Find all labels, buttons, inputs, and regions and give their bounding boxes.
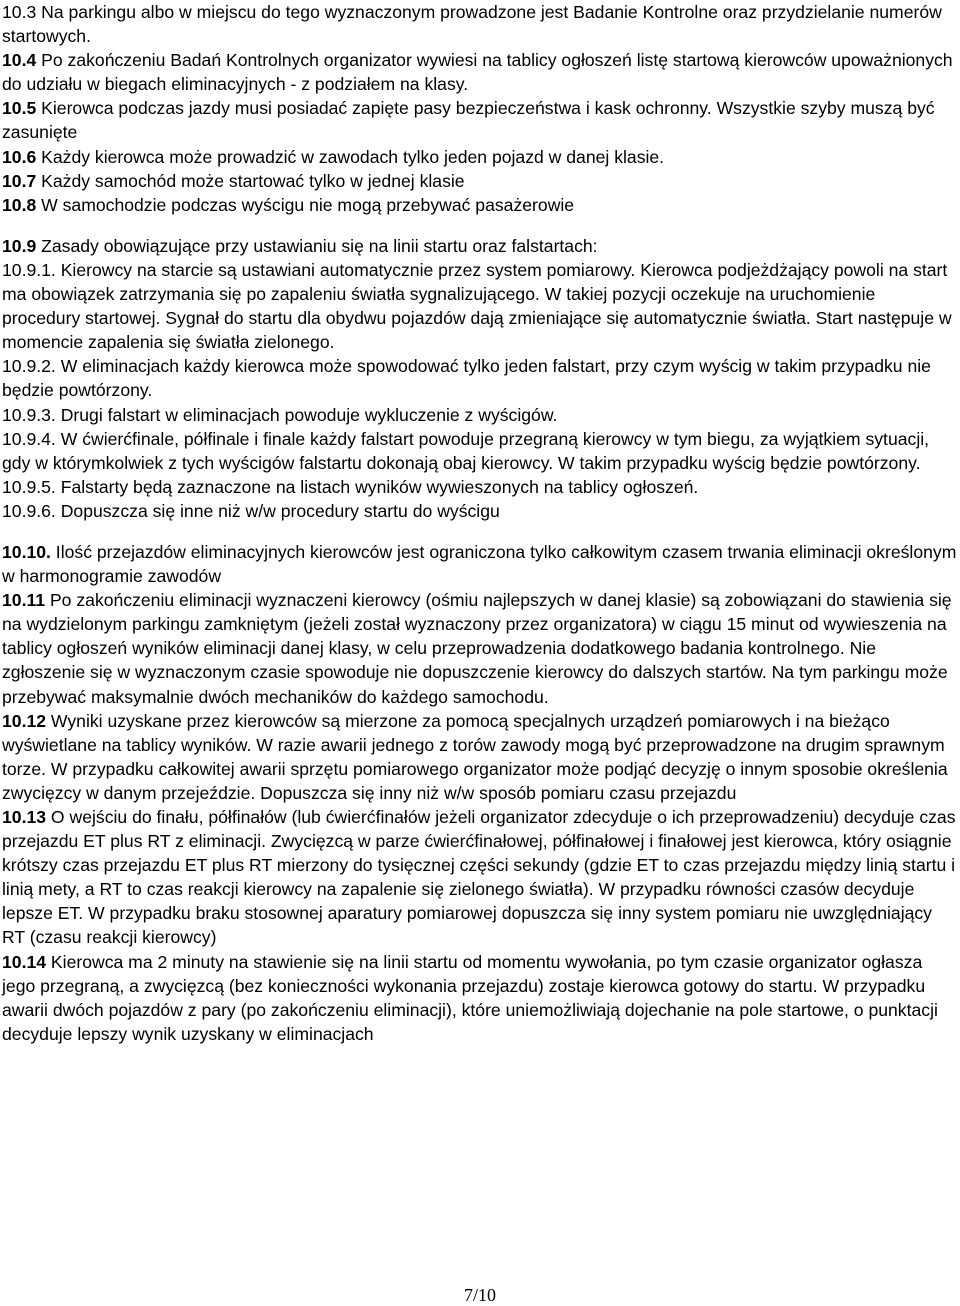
paragraph-number: 10.7 bbox=[2, 170, 37, 191]
paragraph-number: 10.9 bbox=[2, 235, 37, 256]
paragraph-text: Zasady obowiązujące przy ustawianiu się na linii startu oraz falstartach: bbox=[36, 235, 598, 256]
paragraph-number: 10.9.6. bbox=[2, 500, 56, 521]
paragraph-text: Drugi falstart w eliminacjach powoduje wykluczenie z wyścigów. bbox=[55, 404, 558, 425]
paragraph-number: 10.9.4. bbox=[2, 428, 56, 449]
page-number: 7/10 bbox=[463, 1285, 496, 1305]
paragraph-10-7 bbox=[2, 169, 958, 193]
paragraph-number: 10.12 bbox=[2, 710, 47, 731]
paragraph-10-9-5 bbox=[2, 475, 958, 499]
paragraph-text: W samochodzie podczas wyścigu nie mogą przebywać pasażerowie bbox=[36, 194, 575, 215]
paragraph-text: O wejściu do finału, półfinałów (lub ćwierćfinałów jeżeli organizator zdecyduje o ich przeprowadzeniu) decyduje czas przejazdu ET plus RT z eliminacji. Zwycięzcą w parze ćwierćfinałowej, półfinałowej i finałowej jest kierowca, który osiągnie krótszy czas przejazdu ET plus RT mierzony do tysięcznej części sekundy (gdzie ET to czas przejazdu między linią startu i linią mety, a RT to czas reakcji kierowcy na zapalenie się zielonego światła). W przypadku równości czasów decyduje lepsze ET. W przypadku braku stosownej aparatury pomiarowej dopuszcza się inny system pomiaru nie uwzględniający RT (czasu reakcji kierowcy) bbox=[2, 807, 956, 948]
paragraph-10-13 bbox=[2, 805, 958, 950]
paragraph-number: 10.4 bbox=[2, 50, 37, 71]
paragraph-number: 10.13 bbox=[2, 807, 47, 827]
paragraph-text: Kierowcy na starcie są ustawiani automatycznie przez system pomiarowy. Kierowca podjeżdżający powoli na start ma obowiązek zatrzymania się po zapaleniu światła sygnalizującego. W takiej pozycji oczekuje na uruchomienie procedury startowej. Sygnał do startu dla obydwu pojazdów dają zmieniające się automatycznie światła. Start następuje w momencie zapalenia się światła zielonego. bbox=[2, 259, 952, 353]
document-body bbox=[2, 0, 958, 1046]
paragraph-10-3 bbox=[2, 0, 958, 48]
paragraph-text: W eliminacjach każdy kierowca może spowodować tylko jeden falstart, przy czym wyścig w takim przypadku nie będzie powtórzony. bbox=[2, 356, 931, 401]
paragraph-text: Po zakończeniu Badań Kontrolnych organizator wywiesi na tablicy ogłoszeń listę startową kierowców upoważnionych do udziału w biegach eliminacyjnych - z podziałem na klasy. bbox=[2, 50, 953, 95]
paragraph-number: 10.3 bbox=[2, 2, 37, 22]
paragraph-10-9-1 bbox=[2, 258, 958, 354]
paragraph-10-14 bbox=[2, 950, 958, 1046]
paragraph-10-9-6 bbox=[2, 499, 958, 523]
paragraph-10-9 bbox=[2, 234, 958, 258]
paragraph-10-9-4 bbox=[2, 427, 958, 475]
paragraph-number: 10.8 bbox=[2, 194, 37, 215]
paragraph-10-9-2 bbox=[2, 354, 958, 402]
paragraph-number: 10.9.3. bbox=[2, 404, 56, 425]
paragraph-number: 10.9.5. bbox=[2, 476, 56, 497]
paragraph-10-12 bbox=[2, 709, 958, 805]
paragraph-text: Falstarty będą zaznaczone na listach wyników wywieszonych na tablicy ogłoszeń. bbox=[55, 476, 699, 497]
paragraph-text: W ćwierćfinale, półfinale i finale każdy falstart powoduje przegraną kierowcy w tym biegu, za wyjątkiem sytuacji, gdy w którymkolwiek z tych wyścigów falstartu dokonają obaj kierowcy. W takim przypadku wyścig będzie powtórzony. bbox=[2, 428, 930, 473]
paragraph-number: 10.11 bbox=[2, 590, 46, 611]
paragraph-text: Po zakończeniu eliminacji wyznaczeni kierowcy (ośmiu najlepszych w danej klasie) są zobowiązani do stawienia się na wydzielonym parkingu zamkniętym (jeżeli został wyznaczony przez organizatora) w ciągu 15 minut od wywieszenia na tablicy ogłoszeń wyników eliminacji danej klasy, w celu przeprowadzenia dodatkowego badania kontrolnego. Nie zgłoszenie się w wyznaczonym czasie spowoduje nie dopuszczenie kierowcy do dalszych startów. Na tym parkingu może przebywać maksymalnie dwóch mechaników do każdego samochodu. bbox=[2, 590, 952, 707]
paragraph-10-11 bbox=[2, 588, 958, 708]
paragraph-10-9-3 bbox=[2, 403, 958, 427]
paragraph-number: 10.5 bbox=[2, 98, 37, 119]
paragraph-text: Wyniki uzyskane przez kierowców są mierzone za pomocą specjalnych urządzeń pomiarowych i na bieżąco wyświetlane na tablicy wyników. W razie awarii jednego z torów zawody mogą być przeprowadzone na drugim sprawnym torze. W przypadku całkowitej awarii sprzętu pomiarowego organizator może podjąć decyzję o innym sposobie określenia zwycięzcy w danym przejeździe. Dopuszcza się inny niż w/w sposób pomiaru czasu przejazdu bbox=[2, 710, 948, 803]
paragraph-number: 10.9.1. bbox=[2, 259, 56, 280]
paragraph-text: Kierowca podczas jazdy musi posiadać zapięte pasy bezpieczeństwa i kask ochronny. Wszystkie szyby muszą być zasunięte bbox=[2, 98, 935, 143]
paragraph-number: 10.9.2. bbox=[2, 356, 56, 377]
paragraph-text: Dopuszcza się inne niż w/w procedury startu do wyścigu bbox=[55, 500, 500, 521]
paragraph-10-10 bbox=[2, 540, 958, 588]
paragraph-number: 10.6 bbox=[2, 146, 37, 167]
paragraph-text: Każdy samochód może startować tylko w jednej klasie bbox=[36, 170, 465, 191]
paragraph-10-5 bbox=[2, 96, 958, 144]
paragraph-number: 10.14 bbox=[2, 951, 47, 972]
paragraph-text: Ilość przejazdów eliminacyjnych kierowców jest ograniczona tylko całkowitym czasem trwania eliminacji określonym w harmonogramie zawodów bbox=[2, 541, 957, 587]
paragraph-text: Na parkingu albo w miejscu do tego wyznaczonym prowadzone jest Badanie Kontrolne oraz przydzielanie numerów startowych. bbox=[2, 2, 942, 47]
paragraph-10-6 bbox=[2, 145, 958, 169]
paragraph-number: 10.10. bbox=[2, 541, 51, 562]
paragraph-10-4 bbox=[2, 48, 958, 96]
paragraph-10-8 bbox=[2, 193, 958, 217]
paragraph-text: Każdy kierowca może prowadzić w zawodach tylko jeden pojazd w danej klasie. bbox=[36, 146, 665, 167]
paragraph-text: Kierowca ma 2 minuty na stawienie się na linii startu od momentu wywołania, po tym czasie organizator ogłasza jego przegraną, a zwycięzcą (bez konieczności wykonania przejazdu) zostaje kierowca gotowy do startu. W przypadku awarii dwóch pojazdów z pary (po zakończeniu eliminacji), które uniemożliwiają dojechanie na pole startowe, o punktacji decyduje lepszy wynik uzyskany w eliminacjach bbox=[2, 951, 938, 1044]
